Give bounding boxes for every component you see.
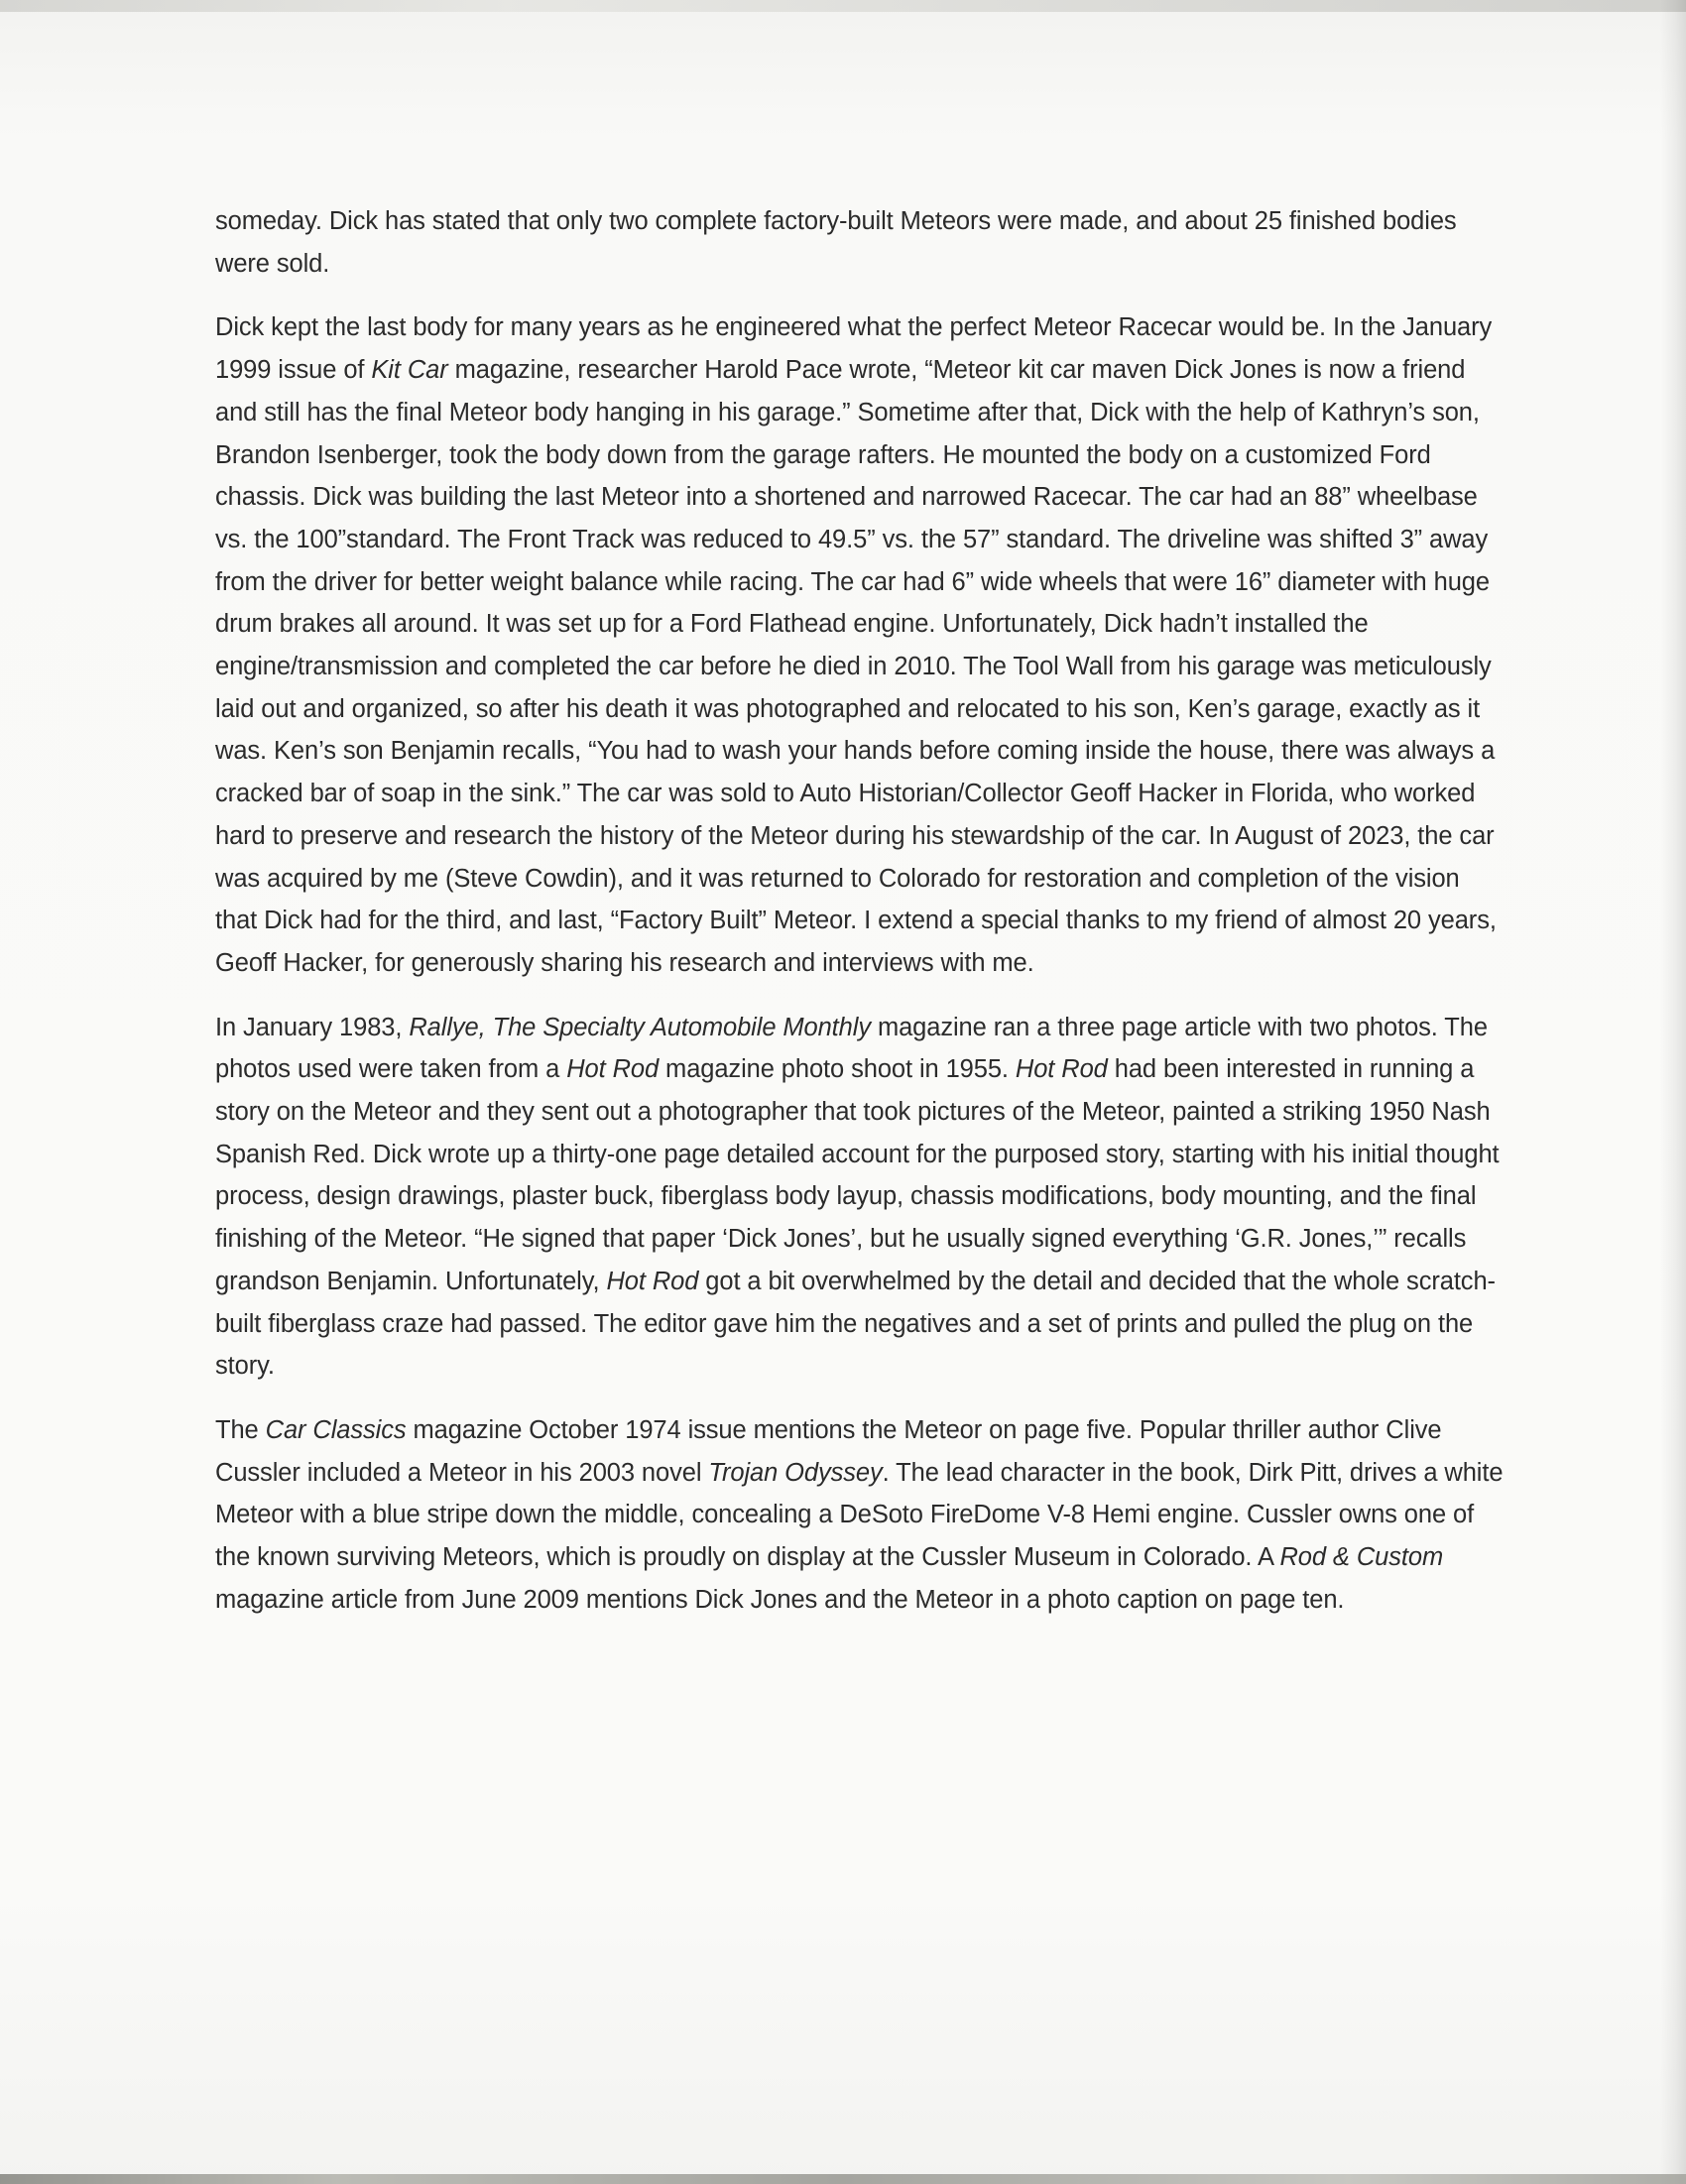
paragraph-1 <box>215 200 1505 285</box>
italic-title: Rallye, The Specialty Automobile Monthly <box>409 1013 871 1041</box>
italic-title: Hot Rod <box>1015 1055 1108 1084</box>
scan-top-edge <box>0 0 1686 12</box>
text-segment: Dick kept the last body for many years as he engineered what the perfect Meteor Racecar would be. In the January 1999 issue of <box>215 313 1493 385</box>
text-segment: got a bit overwhelmed by the detail and decided that the whole scratch-built fiberglass craze had passed. The editor gave him the negatives and a set of prints and pulled the plug on the story. <box>215 1267 1496 1381</box>
text-segment: magazine photo shoot in 1955. <box>659 1055 1016 1084</box>
text-segment: magazine, researcher Harold Pace wrote, “Meteor kit car maven Dick Jones is now a friend and still has the final Meteor body hanging in his garage.” Sometime after that, Dick with the help of Kathryn’s son, Brandon Isenberger, took the body down from the garage rafters. He mounted the body on a customized Ford chassis. Dick was building the last Meteor into a shortened and narrowed Racecar. The car had an 88” wheelbase vs. the 100”standard. The Front Track was reduced to 49.5” vs. the 57” standard. The driveline was shifted 3” away from the driver for better weight balance while racing. The car had 6” wide wheels that were 16” diameter with huge drum brakes all around. It was set up for a Ford Flathead engine. Unfortunately, Dick hadn’t installed the engine/transmission and completed the car before he died in 2010. The Tool Wall from his garage was meticulously laid out and organized, so after his death it was photographed and relocated to his son, Ken’s garage, exactly as it was. Ken’s son Benjamin recalls, “You had to wash your hands before coming inside the house, there was always a cracked bar of soap in the sink.” The car was sold to Auto Historian/Collector Geoff Hacker in Florida, who worked hard to preserve and research the history of the Meteor during his stewardship of the car. In August of 2023, the car was acquired by me (Steve Cowdin), and it was returned to Colorado for restoration and completion of the vision that Dick had for the third, and last, “Factory Built” Meteor. I extend a special thanks to my friend of almost 20 years, Geoff Hacker, for generously sharing his research and interviews with me. <box>215 356 1497 977</box>
text-segment: had been interested in running a story on the Meteor and they sent out a photographer that took pictures of the Meteor, painted a striking 1950 Nash Spanish Red. Dick wrote up a thirty-one page detailed account for the purposed story, starting with his initial thought process, design drawings, plaster buck, fiberglass body layup, chassis modifications, body mounting, and the final finishing of the Meteor. “He signed that paper ‘Dick Jones’, but he usually signed everything ‘G.R. Jones,’” recalls grandson Benjamin. Unfortunately, <box>215 1055 1500 1295</box>
scan-right-edge <box>1660 0 1686 2184</box>
paragraph-4 <box>215 1409 1505 1622</box>
text-segment: magazine October 1974 issue mentions the Meteor on page five. Popular thriller author Clive Cussler included a Meteor in his 2003 novel <box>215 1415 1442 1487</box>
paragraph-2 <box>215 306 1505 984</box>
text-segment: . The lead character in the book, Dirk Pitt, drives a white Meteor with a blue stripe down the middle, concealing a DeSoto FireDome V-8 Hemi engine. Cussler owns one of the known surviving Meteors, which is proudly on display at the Cussler Museum in Colorado. A <box>215 1458 1504 1572</box>
text-segment: magazine ran a three page article with two photos. The photos used were taken from a <box>215 1013 1488 1084</box>
scan-bottom-edge <box>0 2174 1686 2184</box>
text-segment: In January 1983, <box>215 1013 410 1041</box>
italic-title: Hot Rod <box>566 1055 660 1084</box>
italic-title: Car Classics <box>265 1415 407 1444</box>
text-segment: someday. Dick has stated that only two complete factory-built Meteors were made, and about 25 finished bodies were sold. <box>215 207 1457 278</box>
italic-title: Rod & Custom <box>1279 1543 1444 1572</box>
body-text <box>215 200 1505 1643</box>
paragraph-3 <box>215 1007 1505 1388</box>
text-segment: The <box>215 1415 266 1444</box>
italic-title: Hot Rod <box>606 1267 699 1295</box>
text-segment: magazine article from June 2009 mentions Dick Jones and the Meteor in a photo caption on page ten. <box>215 1585 1345 1614</box>
italic-title: Trojan Odyssey <box>708 1458 883 1487</box>
italic-title: Kit Car <box>371 356 448 385</box>
